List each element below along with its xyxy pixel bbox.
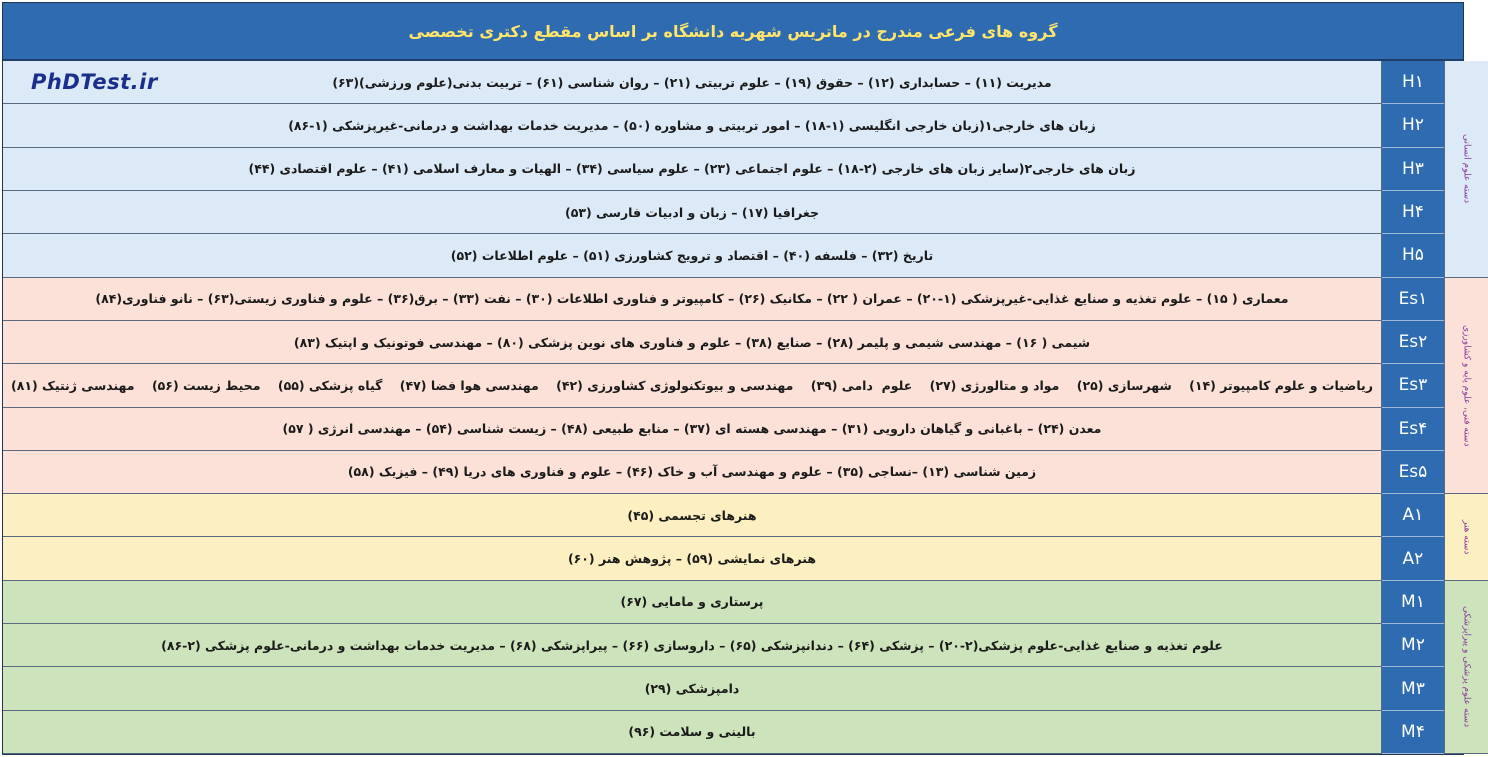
row-code-m1: M۱ xyxy=(1382,581,1444,624)
row-code-es5: Es۵ xyxy=(1382,451,1444,494)
row-content-m2: علوم تغذیه و صنایع غذایی-علوم پزشکی(۲-۲۰) – پزشکی (۶۴) – دندانپزشکی (۶۵) – داروسازی (۶۶) – پیراپزشکی (۶۸) – مدیریت خدمات بهداشت و درمانی-علوم پزشکی (۲-۸۶) xyxy=(3,624,1382,667)
row-code-h4: H۴ xyxy=(1382,191,1444,234)
category-label: دسته هنر xyxy=(1461,519,1472,555)
row-content-es5: زمین شناسی (۱۳) –نساجی (۳۵) – علوم و مهندسی آب و خاک (۴۶) – علوم و فناوری های دریا (۴۹) – فیزیک (۵۸) xyxy=(3,451,1382,494)
row-code-es1: Es۱ xyxy=(1382,278,1444,321)
row-content-es2: شیمی ( ۱۶) – مهندسی شیمی و پلیمر (۲۸) – صنایع (۳۸) – علوم و فناوری های نوین پزشکی (۸۰) – مهندسی فوتونیک و اپتیک (۸۳) xyxy=(3,321,1382,364)
site-logo: PhDTest.ir xyxy=(31,70,158,95)
category-art xyxy=(1444,494,1488,581)
row-code-h2: H۲ xyxy=(1382,104,1444,147)
row-content-a2: هنرهای نمایشی (۵۹) – پژوهش هنر (۶۰) xyxy=(3,537,1382,580)
row-code-h1: H۱ xyxy=(1382,61,1444,104)
row-code-m3: M۳ xyxy=(1382,667,1444,710)
row-content-es1: معماری ( ۱۵) – علوم تغذیه و صنایع غذایی-غیرپزشکی (۱-۲۰) – عمران ( ۲۲) – مکانیک (۲۶) – کامپیوتر و فناوری اطلاعات (۳۰) – نفت (۳۳) – برق(۳۶) – علوم و فناوری زیستی(۶۳) – نانو فناوری(۸۴) xyxy=(3,278,1382,321)
row-code-es3: Es۳ xyxy=(1382,364,1444,407)
category-label: دسته فنی، علوم پایه و کشاورزی xyxy=(1461,324,1472,447)
row-code-m2: M۲ xyxy=(1382,624,1444,667)
row-code-es2: Es۲ xyxy=(1382,321,1444,364)
row-code-es4: Es۴ xyxy=(1382,408,1444,451)
row-content-m4: بالینی و سلامت (۹۶) xyxy=(3,711,1382,754)
row-code-a1: A۱ xyxy=(1382,494,1444,537)
row-code-h3: H۳ xyxy=(1382,148,1444,191)
table-title: گروه های فرعی مندرج در ماتریس شهریه دانشگاه بر اساس مقطع دکتری تخصصی xyxy=(3,3,1463,61)
category-engineering xyxy=(1444,278,1488,495)
matrix-table xyxy=(2,2,1472,755)
row-code-a2: A۲ xyxy=(1382,537,1444,580)
row-code-m4: M۴ xyxy=(1382,711,1444,754)
category-humanities xyxy=(1444,61,1488,278)
row-content-h4: جغرافیا (۱۷) – زبان و ادبیات فارسی (۵۳) xyxy=(3,191,1382,234)
row-content-h3: زبان های خارجی۲(سایر زبان های خارجی (۲-۱۸) – علوم اجتماعی (۲۳) – علوم سیاسی (۳۴) – الهیات و معارف اسلامی (۴۱) – علوم اقتصادی (۴۴) xyxy=(3,148,1382,191)
row-content-h5: تاریخ (۳۲) – فلسفه (۴۰) – اقتصاد و ترویج کشاورزی (۵۱) – علوم اطلاعات (۵۲) xyxy=(3,234,1382,277)
category-label: دسته علوم پزشکی و پیراپزشکی xyxy=(1461,606,1472,728)
row-text: مدیریت (۱۱) – حسابداری (۱۲) – حقوق (۱۹) – علوم تربیتی (۲۱) – روان شناسی (۶۱) – تربیت بدنی(علوم ورزشی)(۶۳) xyxy=(332,74,1052,90)
row-content-es4: معدن (۲۴) – باغبانی و گیاهان دارویی (۳۱) – مهندسی هسته ای (۳۷) – منابع طبیعی (۴۸) – زیست شناسی (۵۴) – مهندسی انرژی ( ۵۷) xyxy=(3,408,1382,451)
row-content-h2: زبان های خارجی۱(زبان خارجی انگلیسی (۱-۱۸) – امور تربیتی و مشاوره (۵۰) – مدیریت خدمات بهداشت و درمانی-غیرپزشکی (۱-۸۶) xyxy=(3,104,1382,147)
category-label: دسته علوم انسانی xyxy=(1461,134,1472,204)
row-content-m1: پرستاری و مامایی (۶۷) xyxy=(3,581,1382,624)
row-content-a1: هنرهای تجسمی (۴۵) xyxy=(3,494,1382,537)
row-code-h5: H۵ xyxy=(1382,234,1444,277)
category-medical xyxy=(1444,581,1488,754)
row-content-h1 xyxy=(3,61,1382,104)
row-content-es3: ریاضیات و علوم کامپیوتر (۱۴) شهرسازی (۲۵) مواد و متالورژی (۲۷) علوم دامی (۳۹) مهندسی و بیوتکنولوژی کشاورزی (۴۲) مهندسی هوا فضا (۴۷) گیاه پزشکی (۵۵) محیط زیست (۵۶) مهندسی ژنتیک (۸۱) xyxy=(3,364,1382,407)
row-content-m3: دامپزشکی (۲۹) xyxy=(3,667,1382,710)
matrix-grid xyxy=(3,61,1472,754)
